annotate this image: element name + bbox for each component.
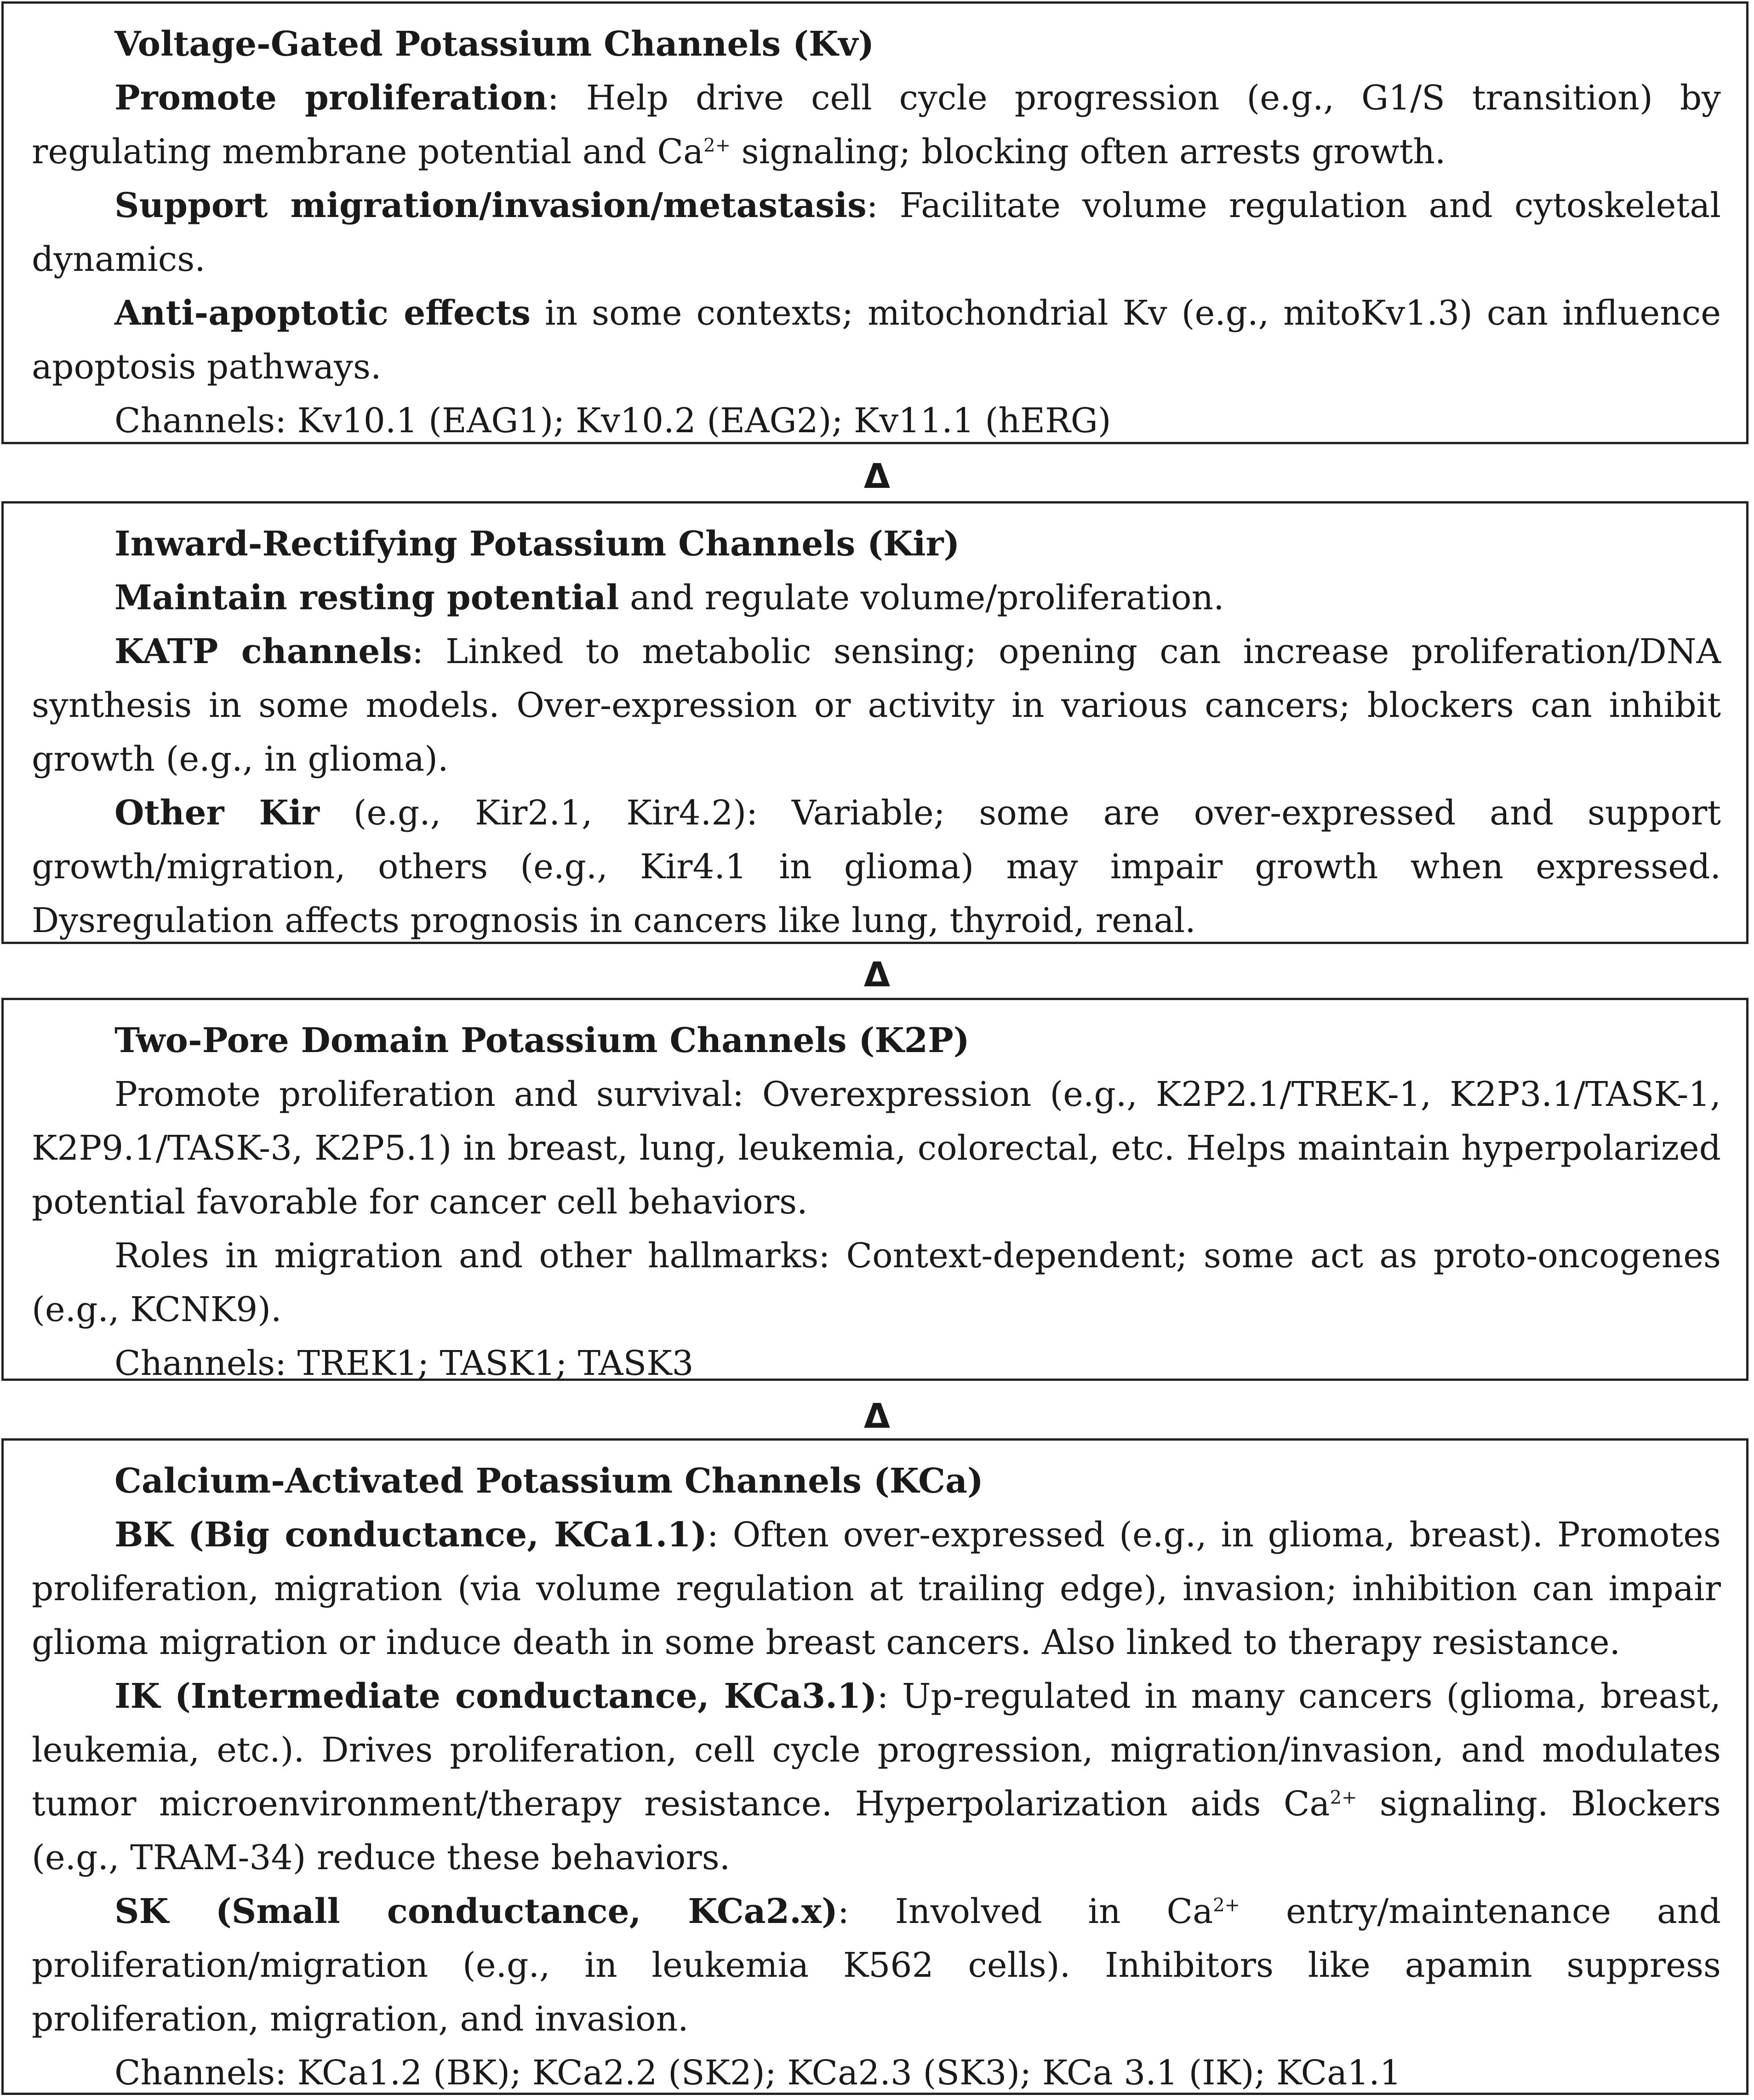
paragraph xyxy=(32,71,1721,179)
superscript: 2+ xyxy=(703,135,731,156)
paragraph-lead: Support migration/invasion/metastasis xyxy=(114,186,867,225)
section-title: Calcium-Activated Potassium Channels (KCa) xyxy=(114,1461,983,1501)
paragraph-lead: Anti-apoptotic effects xyxy=(114,293,531,333)
paragraph xyxy=(32,786,1721,948)
paragraph-text: entry/maintenance and proliferation/migration (e.g., in leukemia K562 cells). Inhibitors like apamin suppress proliferation, migration, and invasion. xyxy=(32,1892,1721,2039)
paragraph xyxy=(32,571,1721,625)
paragraph xyxy=(32,625,1721,786)
section-title: Two-Pore Domain Potassium Channels (K2P) xyxy=(114,1021,970,1060)
paragraph-lead: Other Kir xyxy=(114,793,320,833)
paragraph-text: : Facilitate volume regulation and cytoskeletal dynamics. xyxy=(32,186,1721,279)
paragraph-text: : Linked to metabolic sensing; opening can increase proliferation/DNA synthesis in some models. Over-expression or activity in various cancers; blockers can inhibit growth (e.g., in glioma). xyxy=(32,632,1721,779)
paragraph-text: : Help drive cell cycle progression (e.g., G1/S transition) by regulating membrane potential and Ca xyxy=(32,78,1721,172)
paragraph: Roles in migration and other hallmarks: Context-dependent; some act as proto-oncogenes (e.g., KCNK9). xyxy=(32,1236,1721,1329)
paragraph: Promote proliferation and survival: Overexpression (e.g., K2P2.1/TREK-1, K2P3.1/TASK-1, K2P9.1/TASK-3, K2P5.1) in breast, lung, leukemia, colorectal, etc. Helps maintain hyperpolarized potential favorable for cancer cell behaviors. xyxy=(32,1075,1721,1222)
paragraph-text: in some contexts; mitochondrial Kv (e.g., mitoKv1.3) can influence apoptosis pathways. xyxy=(32,293,1721,387)
section-kir xyxy=(1,501,1748,944)
section-k2p xyxy=(1,998,1748,1381)
section-title: Inward-Rectifying Potassium Channels (Kir) xyxy=(114,524,960,564)
paragraph-text: : Involved in Ca xyxy=(837,1892,1213,1931)
paragraph-text: signaling; blocking often arrests growth. xyxy=(731,132,1446,172)
paragraph-lead: Promote proliferation xyxy=(114,78,548,118)
paragraph-lead: BK (Big conductance, KCa1.1) xyxy=(114,1515,707,1555)
paragraph-lead: Maintain resting potential xyxy=(114,578,619,618)
section-kca xyxy=(1,1438,1748,2095)
connector-delta: Δ xyxy=(863,1396,891,1436)
section-title: Voltage-Gated Potassium Channels (Kv) xyxy=(114,24,874,64)
paragraph-text: : Often over-expressed (e.g., in glioma, breast). Promotes proliferation, migration (via volume regulation at trailing edge), invasion; inhibition can impair glioma migration or induce death in some breast cancers. Also linked to therapy resistance. xyxy=(32,1515,1721,1662)
connector-delta: Δ xyxy=(863,955,891,995)
paragraph xyxy=(32,1508,1721,1670)
superscript: 2+ xyxy=(1330,1787,1357,1808)
superscript: 2+ xyxy=(1213,1894,1240,1916)
paragraph xyxy=(32,1670,1721,1885)
paragraph-lead: SK (Small conductance, KCa2.x) xyxy=(114,1892,838,1931)
paragraph xyxy=(32,286,1721,394)
paragraph xyxy=(32,1885,1721,2046)
paragraph-lead: KATP channels xyxy=(114,632,412,671)
channels-list: Channels: TREK1; TASK1; TASK3 xyxy=(114,1344,694,1383)
channels-list: Channels: KCa1.2 (BK); KCa2.2 (SK2); KCa2.3 (SK3); KCa 3.1 (IK); KCa1.1 xyxy=(114,2053,1401,2093)
paragraph-text: signaling. Blockers (e.g., TRAM-34) reduce these behaviors. xyxy=(32,1784,1721,1877)
paragraph-text: and regulate volume/proliferation. xyxy=(619,578,1224,618)
paragraph-text: (e.g., Kir2.1, Kir4.2): Variable; some are over-expressed and support growth/migration, others (e.g., Kir4.1 in glioma) may impair growth when expressed. Dysregulation affects prognosis in cancers like lung, thyroid, renal. xyxy=(32,793,1721,940)
connector-delta: Δ xyxy=(863,457,891,496)
channels-list: Channels: Kv10.1 (EAG1); Kv10.2 (EAG2); Kv11.1 (hERG) xyxy=(114,401,1111,441)
paragraph-text: : Up-regulated in many cancers (glioma, breast, leukemia, etc.). Drives proliferation, cell cycle progression, migration/invasion, and modulates tumor microenvironment/therapy resistance. Hyperpolarization aids Ca xyxy=(32,1677,1721,1824)
section-kv xyxy=(1,1,1748,444)
paragraph xyxy=(32,179,1721,286)
paragraph-lead: IK (Intermediate conductance, KCa3.1) xyxy=(114,1677,877,1716)
